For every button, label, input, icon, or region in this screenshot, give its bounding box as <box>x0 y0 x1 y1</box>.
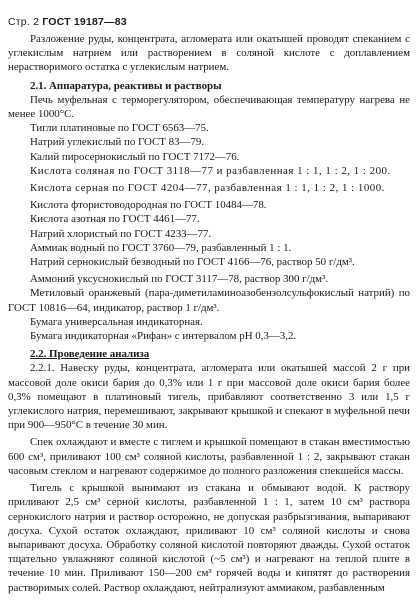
list-item: Аммиак водный по ГОСТ 3760—79, разбавленный 1 : 1. <box>30 241 292 254</box>
list-item: Метиловый оранжевый (пара-диметиламиноазобензолсульфокислый натрий) по ГОСТ 10816—64, индикатор, раствор 1 г/дм³. <box>8 287 410 314</box>
section-2-2-title: 2.2. Проведение анализа <box>30 348 150 361</box>
intro-paragraph: Разложение руды, концентрата, агломерата или окатышей проводят спеканием с углекислым натрием или растворением в соляной кислоте с доплавлением нерастворимого остатка с углекислым натрием. <box>8 33 410 74</box>
list-item: Печь муфельная с терморегулятором, обеспечивающая температуру нагрева не менее 1000°С. <box>8 93 410 121</box>
list-item: Аммоний уксуснокислый по ГОСТ 3117—78, раствор 300 г/дм³. <box>30 273 329 286</box>
section-2-1-title: 2.1. Аппаратура, реактивы и растворы <box>30 79 222 92</box>
list-item: Натрий хлористый по ГОСТ 4233—77. <box>30 227 212 240</box>
list-item: Кислота серная по ГОСТ 4204—77, разбавленная 1 : 1, 1 : 2, 1 : 1000. <box>30 182 385 195</box>
list-item: Натрий сернокислый безводный по ГОСТ 4166—76, раствор 50 г/дм³. <box>30 256 355 269</box>
list-item: Натрий углекислый по ГОСТ 83—79. <box>30 136 205 149</box>
list-item: Кислота азотная по ГОСТ 4461—77. <box>30 213 200 226</box>
list-item: Бумага индикаторная «Рифан» с интервалом рН 0,3—3,2. <box>30 330 297 343</box>
list-item: Кислота фтористоводородная по ГОСТ 10484—78. <box>30 199 267 212</box>
analysis-paragraph: Спек охлаждают и вместе с тиглем и крышкой помещают в стакан вместимостью 600 см³, приливают 100 см³ соляной кислоты, разбавленной 1 : 2, закрывают стакан часовым стеклом и нагревают содержимое до полного разложения спекшейся массы. <box>8 436 410 477</box>
analysis-paragraph: Тигель с крышкой вынимают из стакана и обмывают водой. К раствору приливают 2,5 см³ серной кислоты, разбавленной 1 : 1, затем 10 см³ раствора сернокислого натрия и раствор осторожно, не допуская разбрызгивания, выпаривают досуха. Сухой остаток охлаждают, приливают 10 см³ соляной кислоты и снова выпаривают досуха. Обработку соляной кислотой повторяют дважды. Сухой остаток тщательно увлажняют соляной кислотой (~5 см³) и нагревают на теплой плите в течение 10 мин. Приливают 150—200 см³ горячей воды и кипятят до растворения растворимых солей. Раствор охлаждают, нейтрализуют аммиаком, разбавленным <box>8 482 410 594</box>
list-item: Кислота соляная по ГОСТ 3118—77 и разбавленная 1 : 1, 1 : 2, 1 : 200. <box>30 164 391 177</box>
standard-number: ГОСТ 19187—83 <box>42 16 127 28</box>
document-body <box>8 32 410 595</box>
list-item: Калий пиросернокислый по ГОСТ 7172—76. <box>30 150 240 163</box>
page-number: Стр. 2 <box>8 16 40 28</box>
analysis-paragraph: 2.2.1. Навеску руды, концентрата, агломерата или окатышей массой 2 г при массовой доле окиси бария до 0,3% или 1 г при массовой доле окиси бария более 0,3% помещают в платиновый тигель, прибавляют соответственно 3 или 1,5 г углекислого натрия, перемешивают, закрывают крышкой и спекают в муфельной печи при 900—950°С в течение 30 мин. <box>8 362 410 432</box>
page-header <box>8 16 127 28</box>
list-item: Бумага универсальная индикаторная. <box>30 315 203 328</box>
list-item: Тигли платиновые по ГОСТ 6563—75. <box>30 122 209 135</box>
